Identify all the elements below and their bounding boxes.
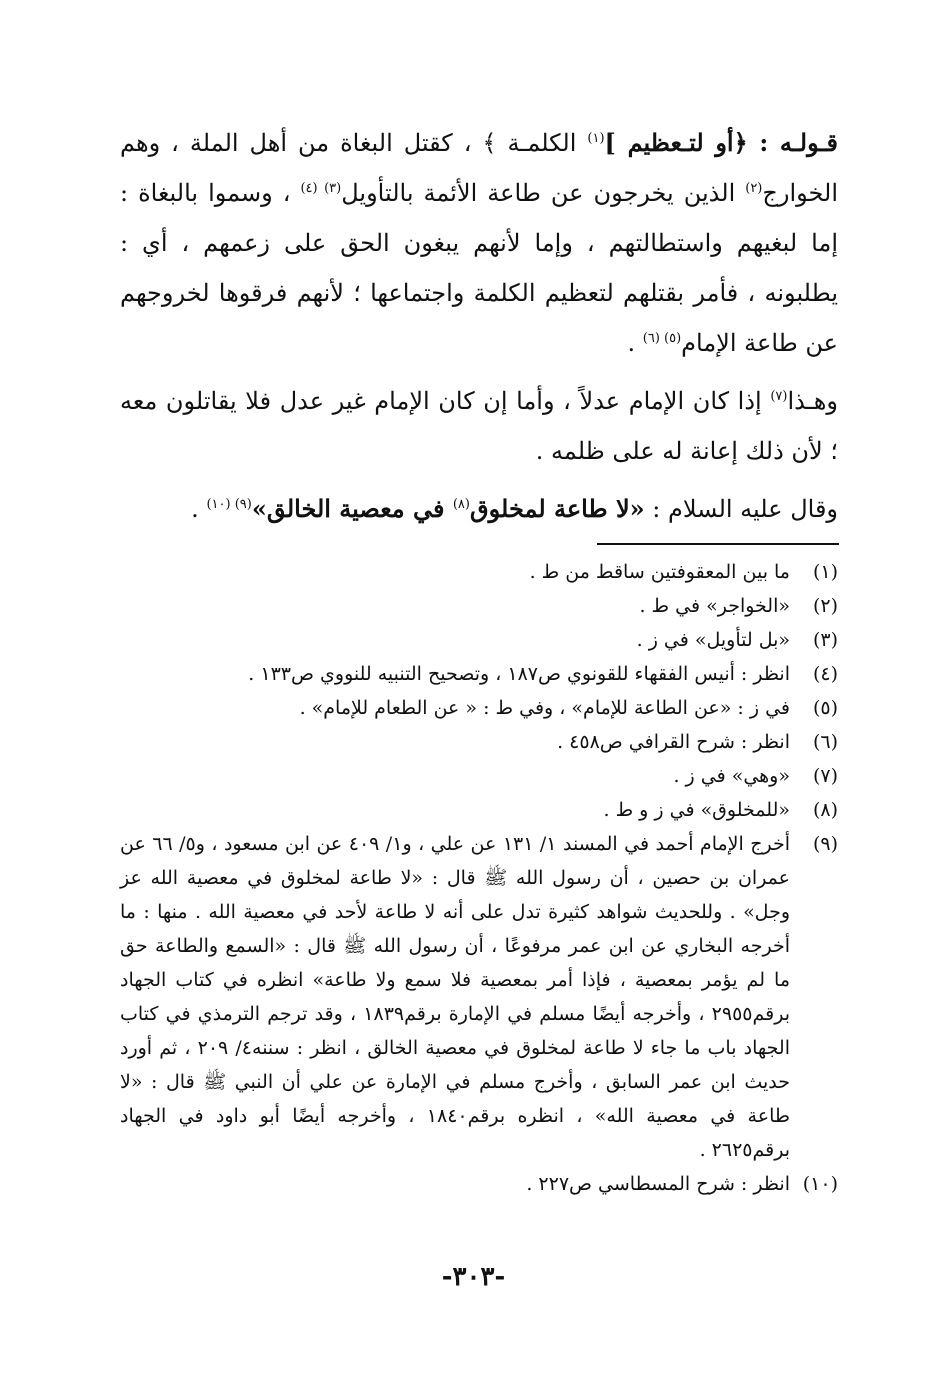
footnote-ref-8: (٨) — [452, 497, 470, 512]
footnote-10 — [120, 1167, 838, 1201]
footnote-number: (٦) — [812, 731, 838, 753]
footnote-text: انظر : شرح المسطاسي ص٢٢٧ . — [526, 1173, 790, 1195]
footnote-ref-2: (٢) — [745, 181, 763, 196]
footnote-number: (٥) — [812, 697, 838, 719]
footnote-text: أخرج الإمام أحمد في المسند ١/ ١٣١ عن علي ، و١/ ٤٠٩ عن ابن مسعود ، و٥/ ٦٦ عن عمران بن حصين ، أن رسول الله ﷺ قال : «لا طاعة لمخلوق في معصية الله عز وجل» . وللحديث شواهد كثيرة تدل على أنه لا طاعة لأحد في معصية الله . منها : ما أخرجه البخاري عن ابن عمر مرفوعًا ، أن رسول الله ﷺ قال : «السمع والطاعة حق ما لم يؤمر بمعصية ، فإذا أمر بمعصية فلا سمع ولا طاعة» انظره في كتاب الجهاد برقم٢٩٥٥ ، وأخرجه أيضًا مسلم في الإمارة برقم١٨٣٩ ، وقد ترجم الترمذي في كتاب الجهاد باب ما جاء لا طاعة لمخلوق في معصية الخالق ، انظر : سننه٤/ ٢٠٩ ، ثم أورد حديث ابن عمر السابق ، وأخرج مسلم في الإمارة عن علي أن النبي ﷺ قال : «لا طاعة في معصية الله» ، انظره برقم١٨٤٠ ، وأخرجه أيضًا أبو داود في الجهاد برقم٢٦٢٥ . — [120, 833, 790, 1161]
footnotes — [120, 555, 838, 1201]
footnote-number: (١٠) — [802, 1173, 838, 1195]
paragraph-2-text-b: إذا كان الإمام عدلاً ، وأما إن كان الإمام غير عدل فلا يقاتلون معه ؛ لأن ذلك إعانة له على ظلمه . — [120, 387, 838, 465]
footnote-3 — [120, 623, 838, 657]
paragraph-1-text-d: ، وسموا بالبغاة : إما لبغيهم واستطالتهم ، وإما لأنهم يبغون الحق على زعمهم ، أي : يطلبونه ، فأمر بقتلهم لتعظيم الكلمة واجتماعها ؛ لأنهم فرقوها لخروجهم عن طاعة الإمام — [120, 179, 838, 357]
paragraph-3-text-a: وقال عليه السلام : — [644, 495, 838, 523]
footnote-number: (٨) — [812, 799, 838, 821]
paragraph-1-text-b: الكلمـة ﴾ ، كقتل البغاة من أهل الملة ، وهم الخوارج — [120, 129, 838, 207]
footnote-text: «بل لتأويل» في ز . — [636, 629, 790, 651]
footnote-8 — [120, 793, 838, 827]
paragraph-1-text-c: الذين يخرجون عن طاعة الأئمة بالتأويل — [341, 179, 746, 207]
main-text — [120, 118, 838, 534]
footnote-text: «وهي» في ز . — [673, 765, 790, 787]
footnote-ref-3-4: (٣) (٤) — [300, 181, 342, 196]
footnote-number: (٩) — [812, 833, 838, 855]
paragraph-2-text-a: وهـذا — [787, 387, 838, 415]
page-number: -٣٠٣- — [441, 1262, 506, 1292]
footnote-text: «الخواجر» في ط . — [639, 595, 790, 617]
hadith-text-a: «لا طاعة لمخلوق — [469, 494, 645, 523]
footnote-7 — [120, 759, 838, 793]
footnote-ref-9-10: (٩) (١٠) — [206, 497, 252, 512]
footnote-text: انظر : أنيس الفقهاء للقونوي ص١٨٧ ، وتصحيح التنبيه للنووي ص١٣٣ . — [248, 663, 790, 685]
footnote-number: (١) — [812, 561, 838, 583]
footnote-text: ما بين المعقوفتين ساقط من ط . — [529, 561, 790, 583]
footnote-number: (٧) — [812, 765, 838, 787]
footnote-separator — [597, 543, 839, 545]
footnote-number: (٣) — [812, 629, 838, 651]
footnote-ref-5-6: (٥) (٦) — [642, 331, 682, 346]
footnote-ref-1: (١) — [587, 131, 605, 146]
footnote-1 — [120, 555, 838, 589]
paragraph-1-text-e: . — [627, 329, 643, 357]
footnote-text: «للمخلوق» في ز و ط . — [603, 799, 790, 821]
footnote-6 — [120, 725, 838, 759]
paragraph-1 — [120, 118, 838, 368]
footnote-text: في ز : «عن الطاعة للإمام» ، وفي ط : « عن الطعام للإمام» . — [299, 697, 790, 719]
footnote-number: (٢) — [812, 595, 838, 617]
footnote-9 — [120, 827, 838, 1167]
paragraph-2 — [120, 376, 838, 476]
footnote-number: (٤) — [812, 663, 838, 685]
hadith-text-b: في معصية الخالق» — [251, 494, 453, 523]
footnote-5 — [120, 691, 838, 725]
paragraph-3 — [120, 484, 838, 534]
footnote-4 — [120, 657, 838, 691]
footnote-text: انظر : شرح القرافي ص٤٥٨ . — [557, 731, 790, 753]
matn-quote-start: قـولـه : ﴿أو لتـعظيم ] — [604, 128, 839, 157]
paragraph-3-text-d: . — [191, 495, 207, 523]
footnote-ref-7: (٧) — [770, 389, 788, 404]
footnote-2 — [120, 589, 838, 623]
